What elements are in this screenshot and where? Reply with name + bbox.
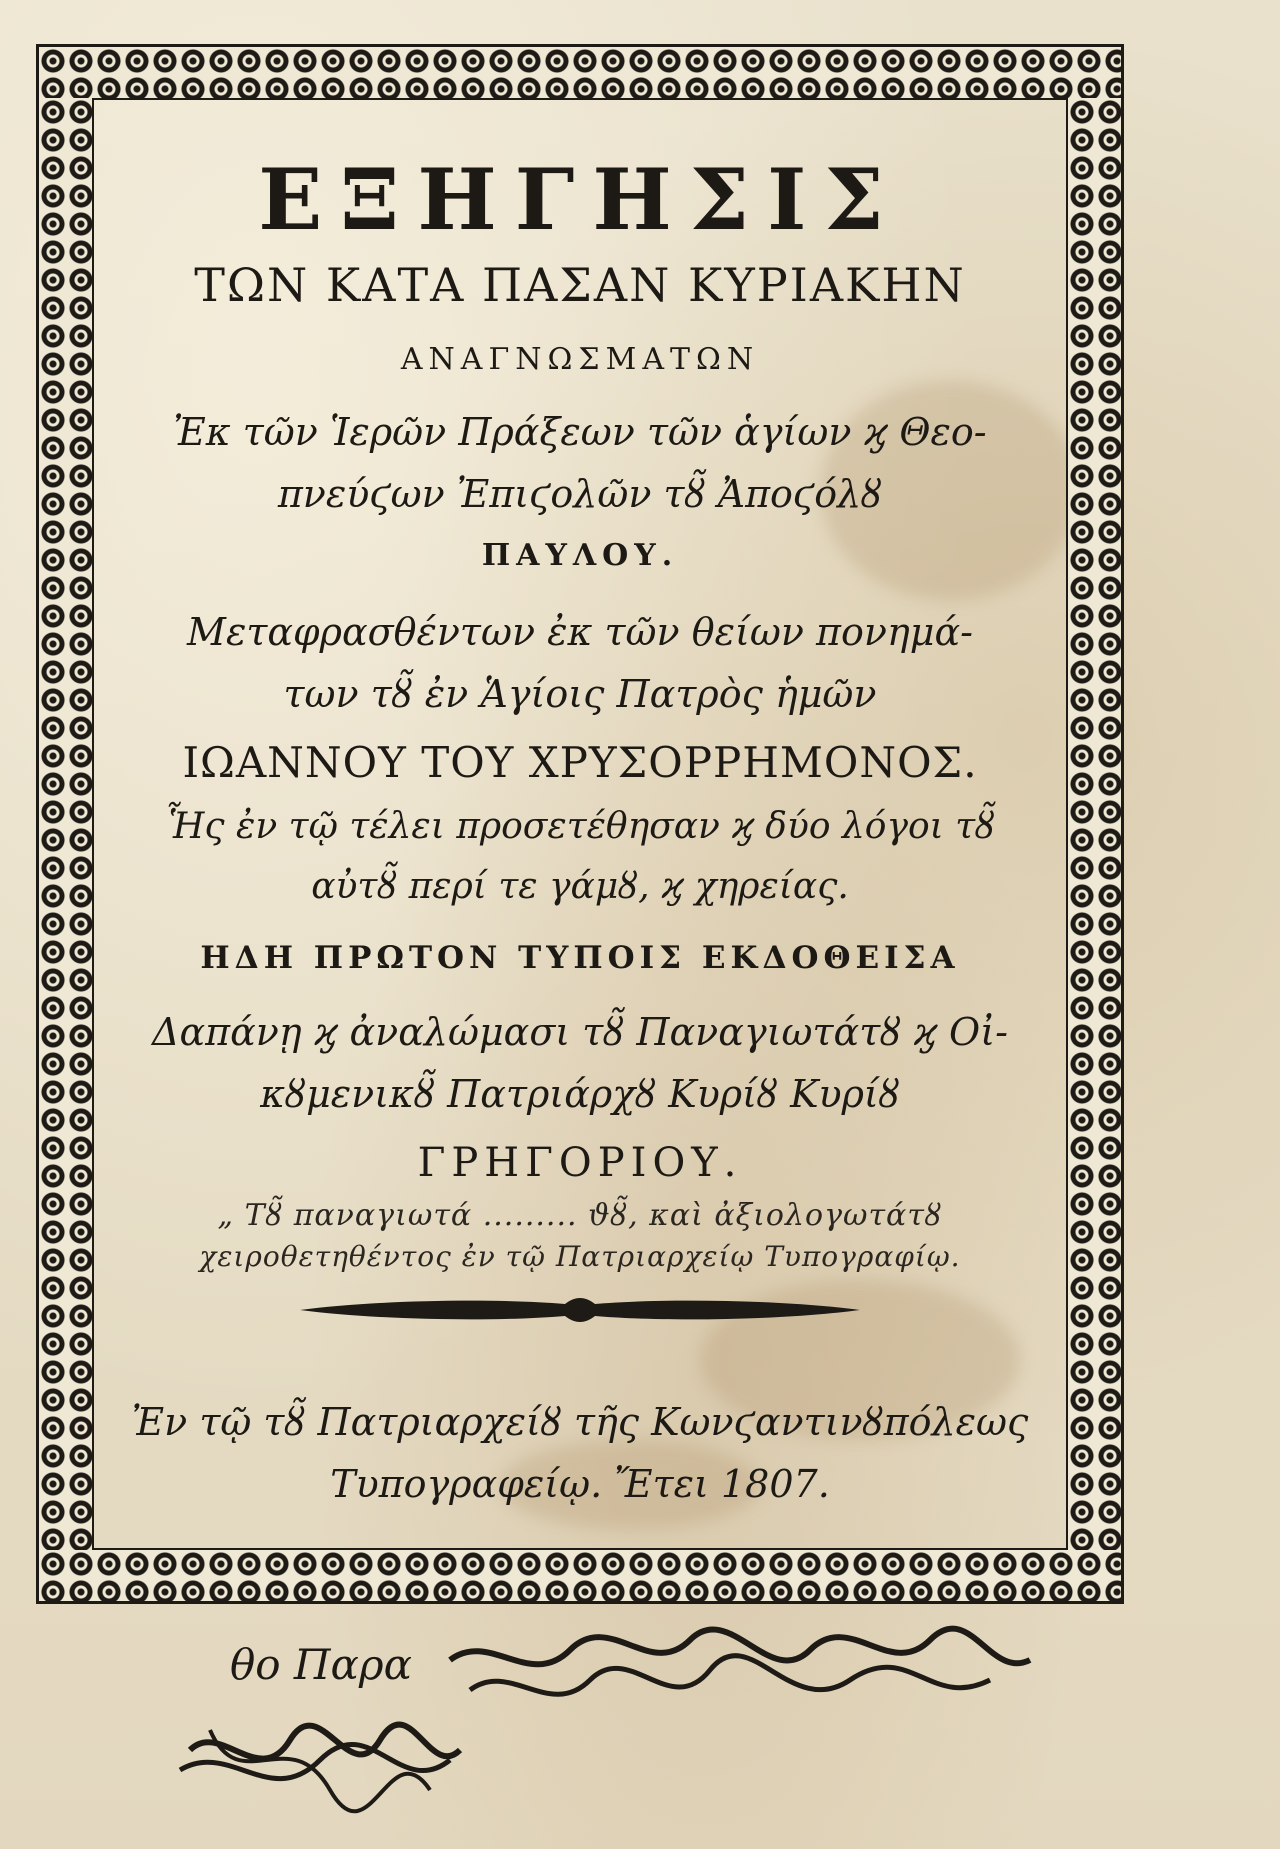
subtitle-line: ΑΝΑΓΝΩΣΜΑΤΩΝ bbox=[400, 342, 760, 377]
edition-statement: ΗΔΗ ΠΡΩΤΟΝ ΤΥΠΟΙΣ ΕΚΔΟΘΕΙΣΑ bbox=[200, 940, 960, 976]
text-line: ΠΑΥΛΟΥ. bbox=[481, 538, 679, 573]
signature-area bbox=[150, 1620, 1150, 1820]
main-title: ΕΞΗΓΗΣΙΣ bbox=[258, 150, 902, 249]
text-line: πνεύϛων Ἐπιϛολῶν τȣ̃ Ἀποϛόλȣ bbox=[277, 472, 883, 516]
patron-name: ΓΡΗΓΟΡΙΟΥ. bbox=[417, 1140, 743, 1186]
ink-scribble bbox=[150, 1620, 1150, 1820]
text-line: Ἧς ἐν τῷ τέλει προσετέθησαν ϗ δύο λόγοι τȣ̃ bbox=[165, 806, 995, 847]
title-page-text bbox=[100, 110, 1060, 1540]
imprint-line: Τυπογραφείῳ. Ἔτει 1807. bbox=[330, 1462, 830, 1506]
imprint-line: Ἐν τῷ τȣ̃ Πατριαρχείȣ τῆς Κωνϛαντινȣπόλεως bbox=[131, 1400, 1029, 1444]
handwritten-note: χειροθετηθέντος ἐν τῷ Πατριαρχείῳ Τυπογραφίῳ. bbox=[199, 1240, 961, 1273]
signature-text: θο Παρα bbox=[230, 1640, 412, 1689]
handwritten-note: „ Τȣ̃ παναγιωτά ......... ϑȣ̃, καὶ ἀξιολογωτάτȣ bbox=[217, 1198, 943, 1233]
text-line: Δαπάνῃ ϗ ἀναλώμασι τȣ̃ Παναγιωτάτȣ ϗ Οἰ- bbox=[152, 1010, 1008, 1054]
text-line: των τȣ̃ ἐν Ἁγίοις Πατρὸς ἡμῶν bbox=[283, 672, 877, 716]
ornamental-rule bbox=[295, 1290, 865, 1330]
text-line: Μεταφρασθέντων ἐκ τῶν θείων πονημά- bbox=[187, 610, 973, 654]
text-line: αὐτȣ̃ περί τε γάμȣ, ϗ χηρείας. bbox=[311, 866, 849, 907]
subtitle-line: ΤΩΝ ΚΑΤΑ ΠΑΣΑΝ ΚΥΡΙΑΚΗΝ bbox=[194, 258, 966, 312]
text-line: κȣμενικȣ̃ Πατριάρχȣ Κυρίȣ Κυρίȣ bbox=[260, 1072, 900, 1116]
text-line: Ἐκ τῶν Ἱερῶν Πράξεων τῶν ἁγίων ϗ Θεο- bbox=[173, 410, 987, 454]
author-name: ΙΩΑΝΝΟΥ ΤΟΥ ΧΡΥΣΟΡΡΗΜΟΝΟΣ. bbox=[182, 738, 978, 787]
